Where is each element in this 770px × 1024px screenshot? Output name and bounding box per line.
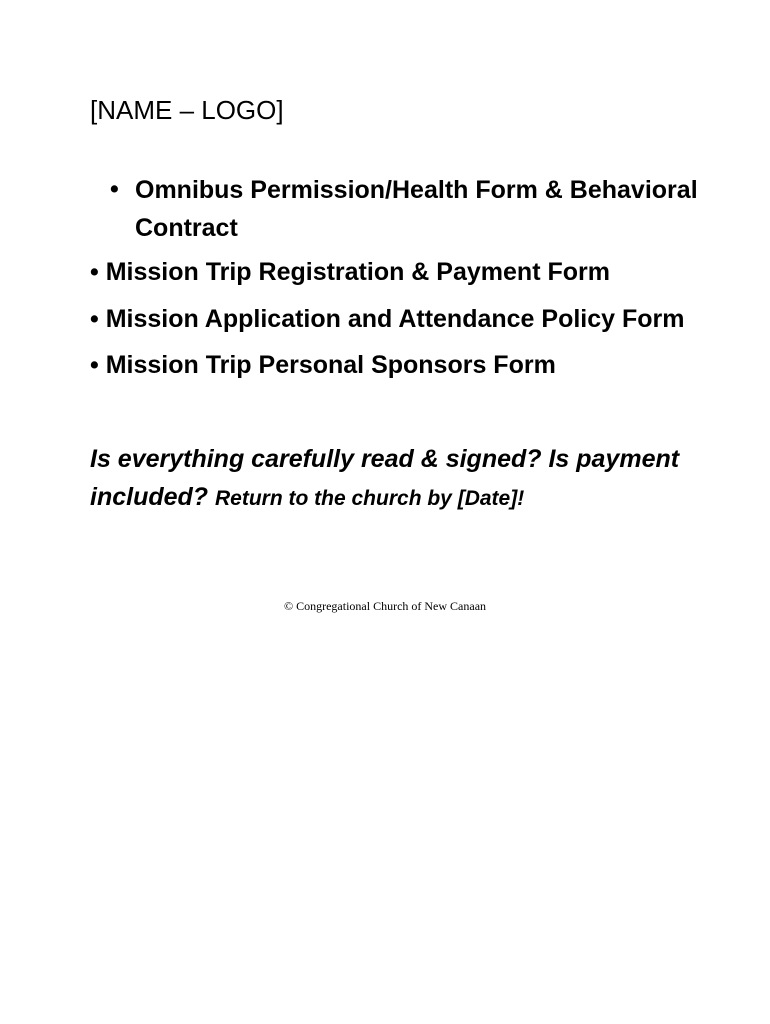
checklist-item-sponsors-form (90, 349, 556, 381)
checklist-item-application-form (90, 303, 685, 335)
reminder-instruction: Return to the church by [Date]! (215, 487, 525, 510)
checklist-item-label: Mission Trip Personal Sponsors Form (105, 351, 556, 379)
checklist-item-label: Mission Trip Registration & Payment Form (105, 258, 610, 286)
bullet-icon: • (90, 351, 99, 379)
reminder-question: Is everything carefully read & signed? Is payment included? (90, 445, 680, 511)
copyright-notice: © Congregational Church of New Canaan (283, 599, 487, 613)
bullet-icon: • (110, 175, 119, 203)
checklist-item-label: Mission Application and Attendance Policy Form (105, 305, 685, 333)
bullet-icon: • (90, 305, 99, 333)
bullet-icon: • (90, 258, 99, 286)
name-logo-placeholder: [NAME – LOGO] (90, 95, 284, 125)
checklist-item-registration-form (90, 256, 610, 288)
checklist-item-omnibus-form (110, 171, 760, 247)
submission-reminder (90, 440, 762, 518)
checklist-item-label: Omnibus Permission/Health Form & Behavioral Contract (135, 176, 698, 242)
